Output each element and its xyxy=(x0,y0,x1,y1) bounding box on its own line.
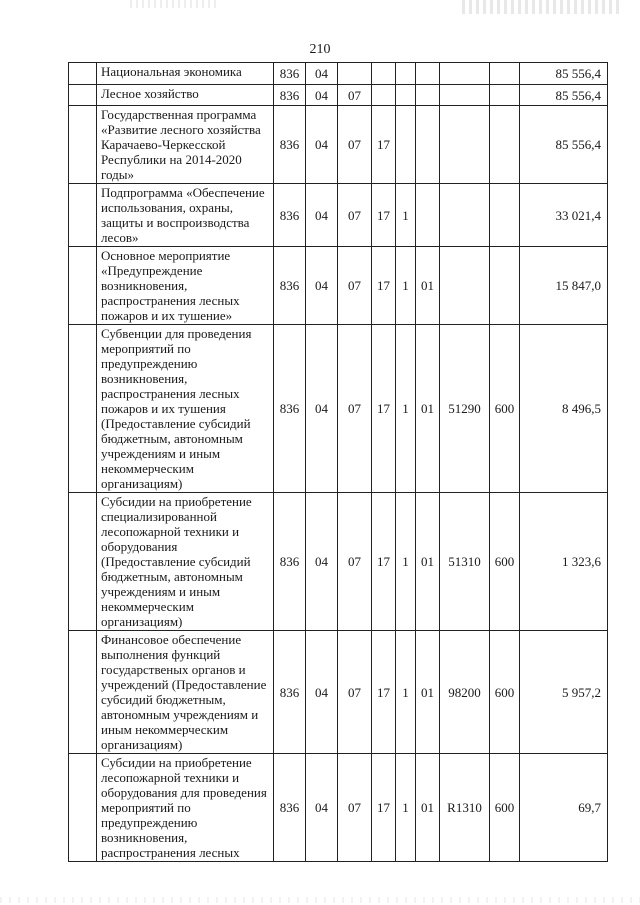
row-name: Субсидии на приобретение лесопожарной техники и оборудования для проведения мероприятий по предупреждению возникновения, распространения лесных xyxy=(97,754,274,862)
row-pr: 07 xyxy=(338,493,372,631)
row-vr xyxy=(490,85,520,106)
row-prog: 17 xyxy=(372,631,396,754)
row-ved: 836 xyxy=(274,631,306,754)
row-ved: 836 xyxy=(274,63,306,85)
row-sub: 1 xyxy=(396,184,416,247)
table-row xyxy=(69,247,608,325)
row-prog xyxy=(372,63,396,85)
table-row xyxy=(69,85,608,106)
row-vr: 600 xyxy=(490,493,520,631)
table-row xyxy=(69,106,608,184)
row-dir xyxy=(440,63,490,85)
scan-artifact-bottom xyxy=(0,897,640,903)
row-mer: 01 xyxy=(416,631,440,754)
page-number: 210 xyxy=(309,42,331,57)
table-row xyxy=(69,754,608,862)
row-rz: 04 xyxy=(306,63,338,85)
row-ved: 836 xyxy=(274,106,306,184)
row-ved: 836 xyxy=(274,325,306,493)
row-dir: R1310 xyxy=(440,754,490,862)
row-mer: 01 xyxy=(416,325,440,493)
table-row xyxy=(69,631,608,754)
row-prog: 17 xyxy=(372,184,396,247)
row-mer: 01 xyxy=(416,493,440,631)
row-prog: 17 xyxy=(372,493,396,631)
row-name: Государственная программа «Развитие лесного хозяйства Карачаево-Черкесской Республики на 2014-2020 годы» xyxy=(97,106,274,184)
row-rz: 04 xyxy=(306,754,338,862)
row-vr xyxy=(490,106,520,184)
row-pr: 07 xyxy=(338,247,372,325)
row-mer xyxy=(416,63,440,85)
row-rz: 04 xyxy=(306,325,338,493)
row-sub xyxy=(396,106,416,184)
row-amount: 69,7 xyxy=(520,754,608,862)
scan-artifact-top-right xyxy=(462,0,622,14)
row-ved: 836 xyxy=(274,493,306,631)
row-blank-cell xyxy=(69,247,97,325)
row-dir xyxy=(440,184,490,247)
row-amount: 8 496,5 xyxy=(520,325,608,493)
row-vr: 600 xyxy=(490,754,520,862)
row-rz: 04 xyxy=(306,247,338,325)
scan-artifact-top-left xyxy=(130,0,220,8)
row-blank-cell xyxy=(69,325,97,493)
row-sub: 1 xyxy=(396,493,416,631)
row-rz: 04 xyxy=(306,631,338,754)
row-pr xyxy=(338,63,372,85)
row-blank-cell xyxy=(69,63,97,85)
row-dir: 98200 xyxy=(440,631,490,754)
row-sub: 1 xyxy=(396,754,416,862)
row-prog: 17 xyxy=(372,325,396,493)
row-pr: 07 xyxy=(338,325,372,493)
row-rz: 04 xyxy=(306,106,338,184)
row-pr: 07 xyxy=(338,184,372,247)
row-mer: 01 xyxy=(416,247,440,325)
row-amount: 15 847,0 xyxy=(520,247,608,325)
row-prog: 17 xyxy=(372,754,396,862)
row-vr xyxy=(490,247,520,325)
row-rz: 04 xyxy=(306,493,338,631)
row-pr: 07 xyxy=(338,631,372,754)
row-amount: 85 556,4 xyxy=(520,106,608,184)
row-blank-cell xyxy=(69,493,97,631)
row-vr: 600 xyxy=(490,325,520,493)
row-sub xyxy=(396,63,416,85)
row-sub: 1 xyxy=(396,247,416,325)
table-row xyxy=(69,493,608,631)
row-name: Подпрограмма «Обеспечение использования, охраны, защиты и воспроизводства лесов» xyxy=(97,184,274,247)
row-name: Субвенции для проведения мероприятий по предупреждению возникновения, распространения лесных пожаров и их тушения (Предоставление субсидий бюджетным, автономным учреждениям и иным некоммерческим организациям) xyxy=(97,325,274,493)
row-dir xyxy=(440,247,490,325)
table-row xyxy=(69,184,608,247)
row-pr: 07 xyxy=(338,85,372,106)
row-sub: 1 xyxy=(396,325,416,493)
row-amount: 33 021,4 xyxy=(520,184,608,247)
row-rz: 04 xyxy=(306,85,338,106)
table-row xyxy=(69,63,608,85)
row-rz: 04 xyxy=(306,184,338,247)
row-prog: 17 xyxy=(372,106,396,184)
row-mer xyxy=(416,184,440,247)
row-name: Основное мероприятие «Предупреждение возникновения, распространения лесных пожаров и их тушение» xyxy=(97,247,274,325)
row-amount: 85 556,4 xyxy=(520,63,608,85)
row-amount: 85 556,4 xyxy=(520,85,608,106)
row-name: Национальная экономика xyxy=(97,63,274,85)
row-sub: 1 xyxy=(396,631,416,754)
row-dir: 51290 xyxy=(440,325,490,493)
row-sub xyxy=(396,85,416,106)
row-pr: 07 xyxy=(338,754,372,862)
row-prog xyxy=(372,85,396,106)
row-vr xyxy=(490,184,520,247)
row-amount: 5 957,2 xyxy=(520,631,608,754)
row-ved: 836 xyxy=(274,85,306,106)
row-dir: 51310 xyxy=(440,493,490,631)
row-dir xyxy=(440,85,490,106)
table-row xyxy=(69,325,608,493)
row-mer: 01 xyxy=(416,754,440,862)
row-blank-cell xyxy=(69,85,97,106)
row-ved: 836 xyxy=(274,247,306,325)
row-ved: 836 xyxy=(274,754,306,862)
row-amount: 1 323,6 xyxy=(520,493,608,631)
row-blank-cell xyxy=(69,631,97,754)
row-name: Субсидии на приобретение специализированной лесопожарной техники и оборудования (Предоставление субсидий бюджетным, автономным учреждениям и иным некоммерческим организациям) xyxy=(97,493,274,631)
row-blank-cell xyxy=(69,184,97,247)
row-vr xyxy=(490,63,520,85)
row-prog: 17 xyxy=(372,247,396,325)
row-name: Лесное хозяйство xyxy=(97,85,274,106)
row-mer xyxy=(416,106,440,184)
row-ved: 836 xyxy=(274,184,306,247)
row-dir xyxy=(440,106,490,184)
row-vr: 600 xyxy=(490,631,520,754)
row-mer xyxy=(416,85,440,106)
row-name: Финансовое обеспечение выполнения функций государственых органов и учреждений (Предоставление субсидий бюджетным, автономным учреждениям и иным некоммерческим организациям) xyxy=(97,631,274,754)
budget-table xyxy=(68,62,608,862)
row-pr: 07 xyxy=(338,106,372,184)
row-blank-cell xyxy=(69,754,97,862)
row-blank-cell xyxy=(69,106,97,184)
